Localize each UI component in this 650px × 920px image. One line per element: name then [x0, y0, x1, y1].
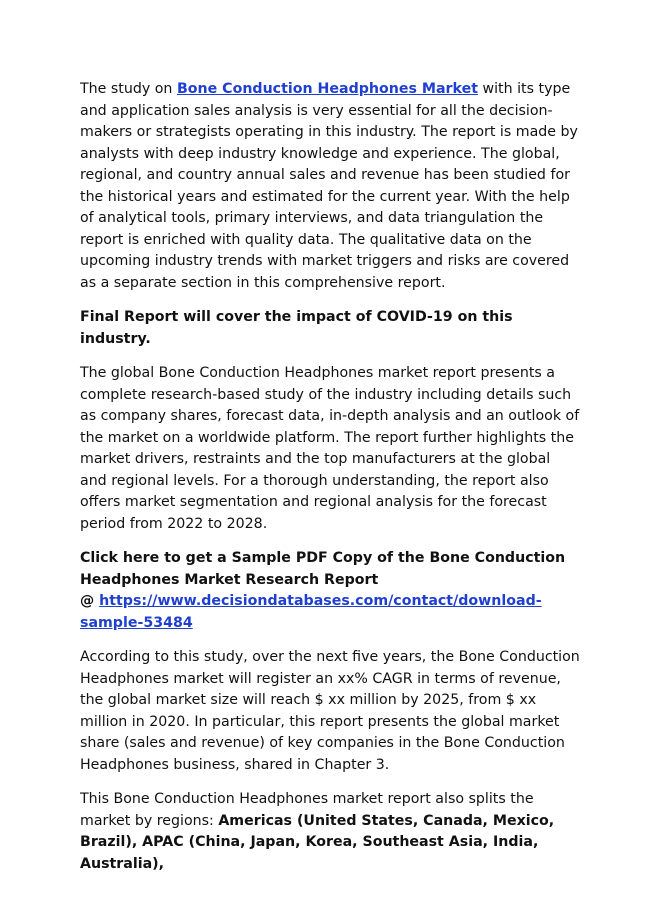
cagr-paragraph: According to this study, over the next five years, the Bone Conduction Headphones market will register an xx% CAGR in terms of revenue, the global market size will reach $ xx million by 2025, from $ xx million in 2020. In particular, this report presents the global market share (sales and revenue) of key companies in the Bone Conduction Headphones business, shared in Chapter 3. — [80, 649, 580, 773]
regions-list: Americas (United States, Canada, Mexico, Brazil), APAC (China, Japan, Korea, Southeast Asia, India, Australia), — [80, 812, 555, 872]
intro-prefix: The study on — [80, 81, 177, 97]
sample-pdf-link[interactable]: https://www.decisiondatabases.com/contact/download-sample-53484 — [80, 593, 542, 631]
report-overview-paragraph: The global Bone Conduction Headphones market report presents a complete research-based study of the industry including details such as company shares, forecast data, in-depth analysis and an outlook of the market on a worldwide platform. The report further highlights the market drivers, restraints and the top manufacturers at the global and regional levels. For a thorough understanding, the report also offers market segmentation and regional analysis for the forecast period from 2022 to 2028. — [80, 365, 580, 532]
document-body — [80, 79, 580, 885]
sample-pdf-block — [80, 548, 580, 634]
sample-at-sign: @ — [80, 593, 100, 609]
sample-pdf-title: Click here to get a Sample PDF Copy of the Bone Conduction Headphones Market Research Report — [80, 550, 566, 588]
regions-paragraph — [80, 789, 580, 875]
covid-note: Final Report will cover the impact of COVID-19 on this industry. — [80, 309, 513, 347]
intro-rest: with its type and application sales analysis is very essential for all the decision-makers or strategists operating in this industry. The report is made by analysts with deep industry knowledge and experience. The global, regional, and country annual sales and revenue has been studied for the historical years and estimated for the current year. With the help of analytical tools, primary interviews, and data triangulation the report is enriched with quality data. The qualitative data on the upcoming industry trends with market triggers and risks are covered as a separate section in this comprehensive report. — [80, 81, 578, 291]
intro-paragraph — [80, 79, 580, 294]
market-link[interactable]: Bone Conduction Headphones Market — [176, 81, 478, 97]
regions-prefix: This Bone Conduction Headphones market report also splits the market by regions: — [80, 791, 534, 829]
